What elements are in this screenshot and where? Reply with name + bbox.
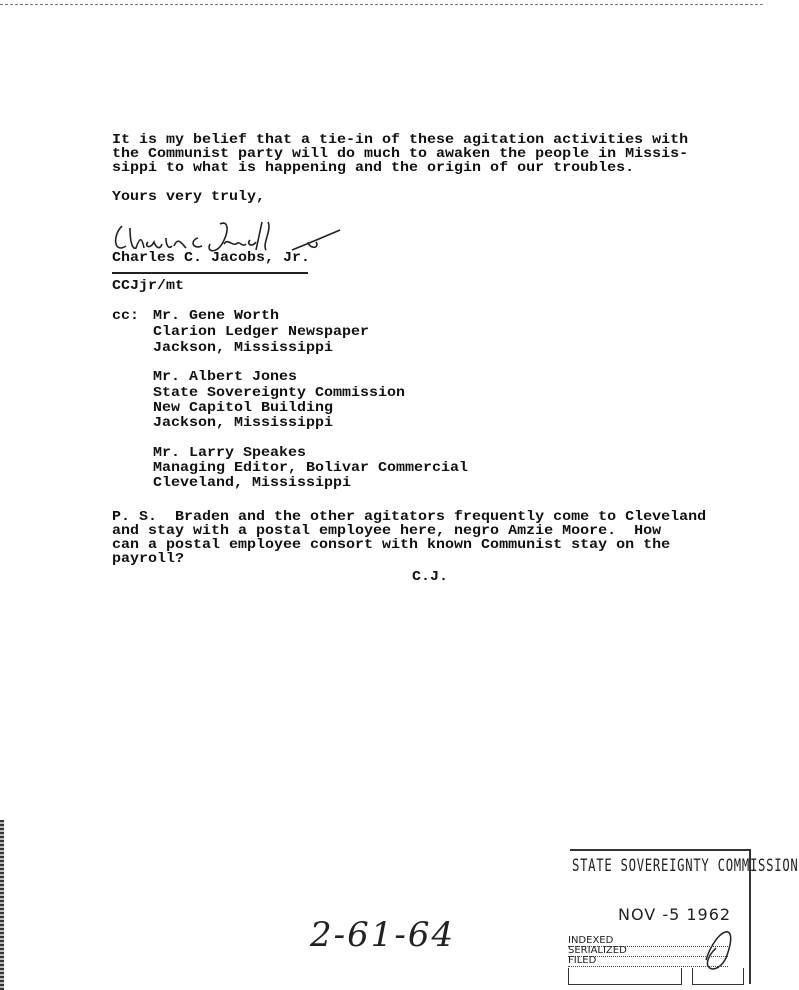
ps-line: payroll?	[112, 551, 185, 567]
cc-label: cc:	[112, 308, 140, 324]
ps-signoff: C.J.	[412, 569, 449, 585]
closing: Yours very truly,	[112, 189, 266, 205]
page-top-edge	[0, 0, 763, 5]
cc-line: Mr. Gene Worth	[153, 308, 280, 324]
typist-initials: CCJjr/mt	[112, 278, 185, 294]
cc-line: New Capitol Building	[153, 400, 334, 416]
stamp-box	[568, 968, 682, 985]
page-left-edge	[0, 820, 4, 990]
cc-line: State Sovereignty Commission	[153, 385, 406, 401]
stamp-label-serialized: SERIALIZED	[568, 946, 728, 957]
body-line: the Communist party will do much to awaken the people in Missis-	[112, 146, 689, 162]
ps-line: P. S. Braden and the other agitators frequently come to Cleveland	[112, 509, 707, 525]
body-line: It is my belief that a tie-in of these agitation activities with	[112, 132, 689, 148]
stamp-title: STATE SOVEREIGNTY COMMISSION	[572, 856, 799, 876]
stamp-box	[692, 968, 744, 985]
cc-line: Jackson, Mississippi	[153, 415, 334, 431]
signer-name: Charles C. Jacobs, Jr.	[112, 250, 311, 266]
body-line: sippi to what is happening and the origin of our troubles.	[112, 160, 635, 176]
received-stamp	[566, 848, 799, 984]
handwritten-file-number: 2-61-64	[310, 915, 456, 955]
cc-line: Clarion Ledger Newspaper	[153, 324, 370, 340]
ps-line: can a postal employee consort with known Communist stay on the	[112, 537, 671, 553]
cc-line: Cleveland, Mississippi	[153, 475, 352, 491]
signature-rule	[112, 272, 308, 274]
cc-line: Jackson, Mississippi	[153, 340, 334, 356]
ps-line: and stay with a postal employee here, negro Amzie Moore. How	[112, 523, 662, 539]
cc-line: Mr. Albert Jones	[153, 369, 298, 385]
stamp-label-indexed: INDEXED	[568, 936, 728, 947]
stamp-label-filed: FILED	[568, 956, 728, 967]
cc-line: Mr. Larry Speakes	[153, 445, 307, 461]
cc-line: Managing Editor, Bolivar Commercial	[153, 460, 469, 476]
stamp-date: NOV -5 1962	[618, 905, 732, 924]
